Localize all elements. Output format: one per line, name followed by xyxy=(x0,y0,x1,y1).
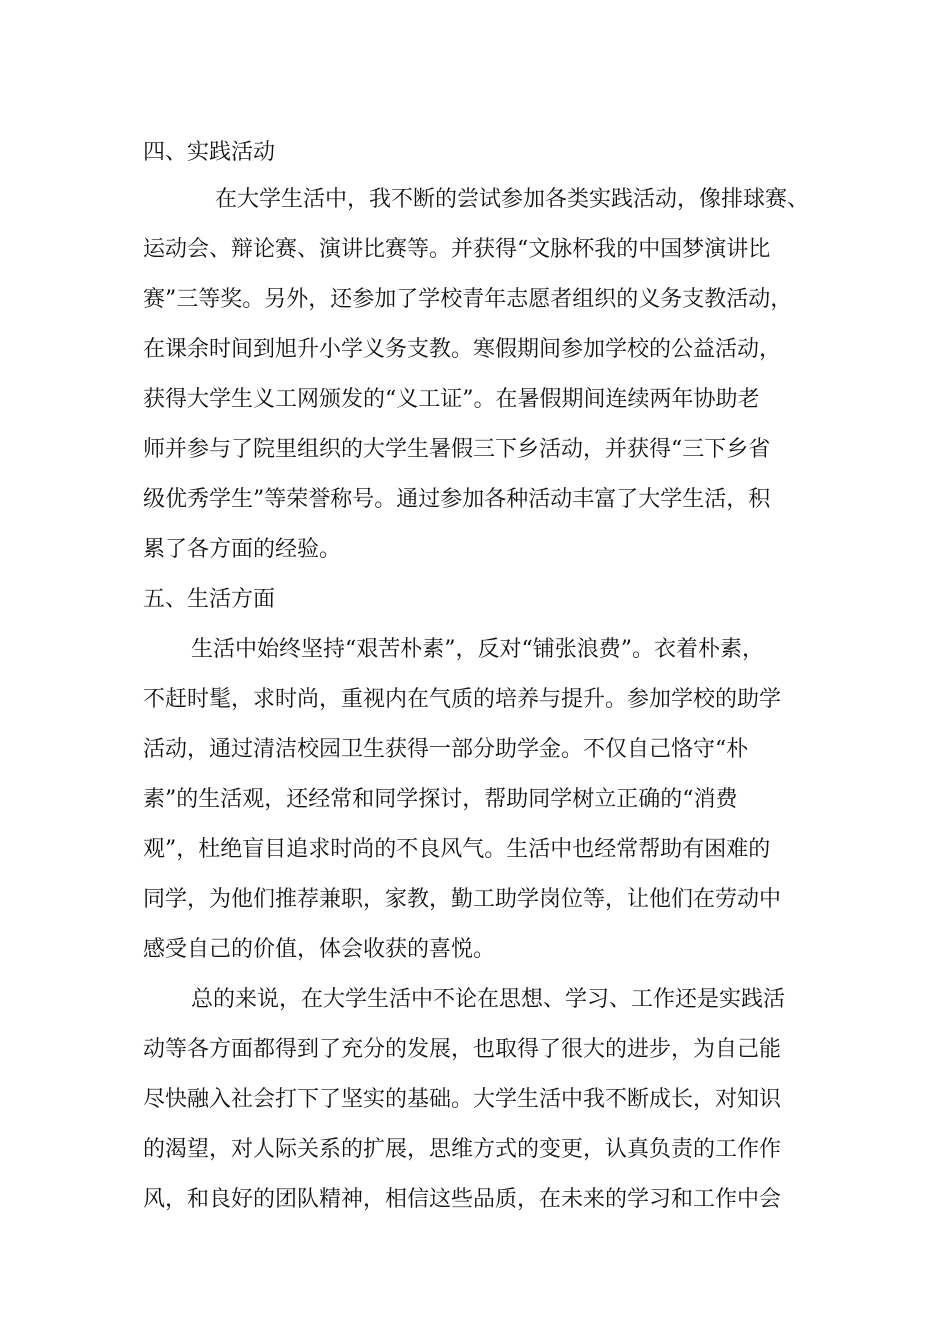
section-heading-practice: 四、实践活动 xyxy=(143,140,276,165)
paragraph-line: 获得大学生义工网颁发的“义工证”。在暑假期间连续两年协助老 xyxy=(143,387,760,412)
section-heading-life: 五、生活方面 xyxy=(143,587,276,612)
paragraph-line: 尽快融入社会打下了坚实的基础。大学生活中我不断成长，对知识 xyxy=(143,1087,782,1112)
paragraph-line: 风，和良好的团队精神，相信这些品质，在未来的学习和工作中会 xyxy=(143,1187,782,1212)
paragraph-line: 在大学生活中，我不断的尝试参加各类实践活动，像排球赛、 xyxy=(215,187,810,212)
paragraph-line: 素”的生活观，还经常和同学探讨，帮助同学树立正确的“消费 xyxy=(143,787,738,812)
paragraph-line: 同学，为他们推荐兼职，家教，勤工助学岗位等，让他们在劳动中 xyxy=(143,887,782,912)
paragraph-line: 的渴望，对人际关系的扩展，思维方式的变更，认真负责的工作作 xyxy=(143,1137,782,1162)
paragraph-line: 在课余时间到旭升小学义务支教。寒假期间参加学校的公益活动， xyxy=(143,337,782,362)
paragraph-line: 动等各方面都得到了充分的发展，也取得了很大的进步，为自己能 xyxy=(143,1037,782,1062)
paragraph-line: 活动，通过清洁校园卫生获得一部分助学金。不仅自己恪守“朴 xyxy=(143,737,749,762)
paragraph-line: 级优秀学生”等荣誉称号。通过参加各种活动丰富了大学生活，积 xyxy=(143,487,771,512)
paragraph-line: 观”，杜绝盲目追求时尚的不良风气。生活中也经常帮助有困难的 xyxy=(143,837,771,862)
paragraph-line: 累了各方面的经验。 xyxy=(143,537,342,562)
paragraph-line: 赛”三等奖。另外，还参加了学校青年志愿者组织的义务支教活动， xyxy=(143,287,793,312)
paragraph-line: 不赶时髦，求时尚，重视内在气质的培养与提升。参加学校的助学 xyxy=(143,687,782,712)
paragraph-line: 总的来说，在大学生活中不论在思想、学习、工作还是实践活 xyxy=(191,987,786,1012)
paragraph-line: 师并参与了院里组织的大学生暑假三下乡活动，并获得“三下乡省 xyxy=(143,437,771,462)
paragraph-line: 运动会、辩论赛、演讲比赛等。并获得“文脉杯我的中国梦演讲比 xyxy=(143,237,771,262)
paragraph-line: 感受自己的价值，体会收获的喜悦。 xyxy=(143,937,496,962)
paragraph-line: 生活中始终坚持“艰苦朴素”，反对“铺张浪费”。衣着朴素， xyxy=(191,637,764,662)
